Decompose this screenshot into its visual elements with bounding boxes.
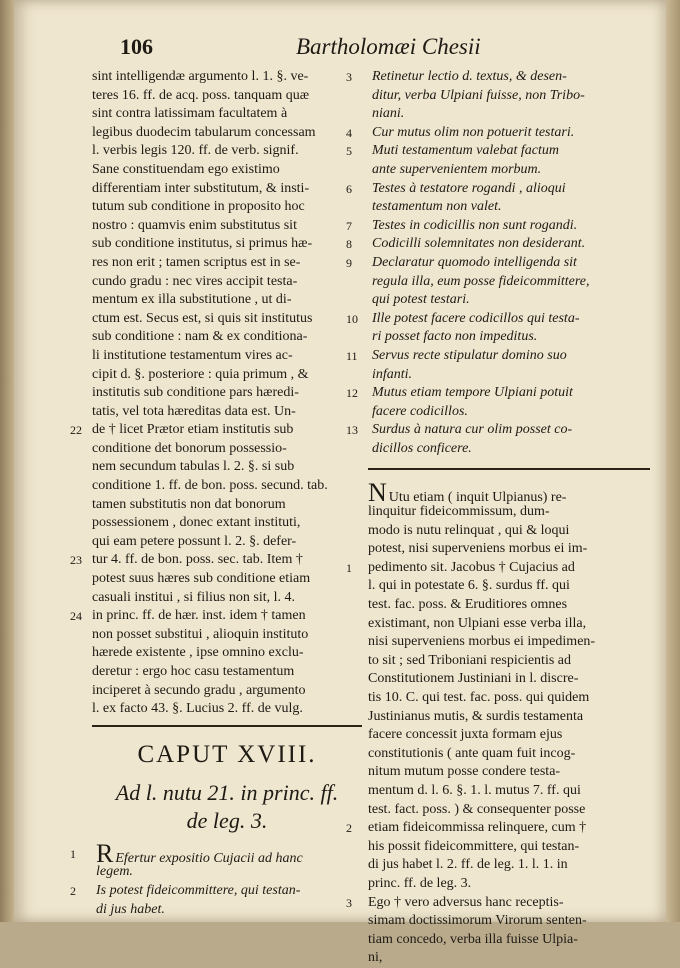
summary-item	[368, 87, 650, 106]
text-line	[92, 403, 362, 422]
text-line	[92, 700, 362, 719]
line-text: Surdus à natura cur olim posset co-	[372, 422, 573, 438]
line-text: Constitutionem Justiniani in l. discre-	[368, 671, 579, 687]
text-line	[92, 626, 362, 645]
line-text: mentum d. l. 6. §. 1. l. mutus 7. ff. qui	[368, 782, 581, 798]
text-line	[92, 589, 362, 608]
line-text: legibus duodecim tabularum concessam	[92, 124, 316, 140]
summary-item	[346, 310, 650, 329]
text-line	[92, 273, 362, 292]
line-text: facere concessit juxta formam ejus	[368, 727, 563, 743]
text-line	[346, 819, 650, 838]
line-text: Ille potest facere codicillos qui testa-	[372, 310, 580, 326]
text-line	[92, 663, 362, 682]
text-line	[70, 421, 362, 440]
text-line	[368, 596, 650, 615]
drop-cap: N	[368, 478, 387, 508]
text-line	[368, 875, 650, 894]
margin-number: 12	[346, 386, 358, 401]
line-text: tamen substitutis non dat bonorum	[92, 496, 286, 512]
line-text: Mutus etiam tempore Ulpiani potuit	[372, 385, 573, 401]
margin-number: 4	[346, 125, 352, 140]
line-text: qui eam petere possunt l. 2. §. defer-	[92, 533, 297, 549]
line-text: ditur, verba Ulpiani fuisse, non Tribo-	[372, 87, 585, 103]
line-text: tis 10. C. qui test. fac. poss. qui quidem	[368, 690, 590, 705]
line-text: Ego † vero adversus hanc receptis-	[368, 894, 564, 910]
line-text: institutis sub conditione pars hæredi-	[92, 385, 299, 401]
line-text: in princ. ff. de hær. inst. idem † tamen	[92, 608, 306, 624]
text-line	[368, 652, 650, 671]
line-text: nem secundum tabulas l. 2. §. si sub	[92, 459, 295, 475]
margin-number: 1	[346, 560, 352, 575]
summary-item	[346, 384, 650, 403]
summary-item	[368, 403, 650, 422]
summary-item	[368, 161, 650, 180]
text-line	[92, 310, 362, 329]
text-line	[368, 856, 650, 875]
text-line	[368, 912, 650, 931]
summary-item	[346, 142, 650, 161]
text-line	[92, 180, 362, 199]
line-text: Efertur expositio Cujacii ad hanc	[115, 850, 303, 866]
line-text: conditione det bonorum possessio-	[92, 440, 287, 456]
line-text: facere codicillos.	[372, 403, 468, 419]
margin-number: 23	[70, 553, 82, 568]
text-line	[92, 328, 362, 347]
line-text: nisi superveniens morbus ei impedimen-	[368, 634, 596, 650]
left-column	[70, 68, 362, 919]
line-text: Testes in codicillis non sunt rogandi.	[372, 217, 578, 233]
left-body-text	[70, 68, 362, 719]
line-text: etiam fideicommissa relinquere, cum †	[368, 820, 587, 836]
text-line	[92, 533, 362, 552]
line-text: Sane constituendam ego existimo	[92, 161, 280, 177]
text-line	[368, 615, 650, 634]
line-text: possessionem , donec extant instituti,	[92, 515, 301, 531]
text-line	[368, 726, 650, 745]
summary-item	[70, 882, 362, 901]
summary-item	[346, 124, 650, 143]
line-text: dicillos conficere.	[372, 440, 472, 456]
summary-item	[346, 421, 650, 440]
line-text: simam doctissimorum Virorum senten-	[368, 913, 587, 929]
margin-number: 2	[70, 883, 76, 898]
line-text: potest, nisi superveniens morbus ei im-	[368, 541, 588, 557]
text-line	[346, 559, 650, 578]
line-text: constitutionis ( ante quam fuit incog-	[368, 745, 576, 761]
line-text: hærede existente , ipse omnino exclu-	[92, 645, 304, 661]
chapter-rule	[92, 725, 362, 727]
line-text: teres 16. ff. de acq. poss. tanquam quæ	[92, 87, 310, 103]
line-text: res non erit ; tamen scriptus est in se-	[92, 254, 301, 270]
margin-number: 13	[346, 423, 358, 438]
margin-number: 24	[70, 609, 82, 624]
line-text: his possit fideicommittere, qui testan-	[368, 838, 580, 854]
line-text: li institutione testamentum vires ac-	[92, 347, 293, 363]
text-line	[92, 514, 362, 533]
summary-item	[346, 254, 650, 273]
text-line	[92, 87, 362, 106]
margin-number: 5	[346, 144, 352, 159]
line-text: sub conditione : nam & ex conditiona-	[92, 329, 308, 345]
text-line	[92, 570, 362, 589]
line-text: Cur mutus olim non potuerit testari.	[372, 124, 575, 140]
line-text: non posset substitui , alioquin instituto	[92, 626, 309, 642]
line-text: pedimento sit. Jacobus † Cujacius ad	[368, 559, 575, 575]
margin-number: 2	[346, 821, 352, 836]
line-text: l. qui in potestate 6. §. surdus ff. qui	[368, 578, 570, 594]
line-text: l. ex facto 43. §. Lucius 2. ff. de vulg.	[92, 701, 303, 717]
line-text: test. fact. poss. ) & consequenter posse	[368, 801, 586, 817]
summary-item	[368, 291, 650, 310]
chapter-subtitle-line-1: Ad l. nutu 21. in princ. ff.	[115, 779, 339, 805]
page-edge	[666, 0, 680, 922]
line-text: nitum mutum posse condere testa-	[368, 764, 561, 780]
text-line	[368, 708, 650, 727]
right-column	[346, 68, 650, 968]
line-text: tur 4. ff. de bon. poss. sec. tab. Item †	[92, 552, 303, 568]
drop-cap: R	[96, 838, 114, 868]
page-number: 106	[120, 34, 153, 59]
line-text: Servus recte stipulatur domino suo	[372, 347, 567, 363]
text-line	[368, 801, 650, 820]
text-line	[346, 894, 650, 913]
summary-item	[346, 68, 650, 87]
chapter-summary	[70, 838, 362, 919]
line-text: nostro : quamvis enim substitutus sit	[92, 217, 297, 233]
margin-number: 7	[346, 218, 352, 233]
text-line	[368, 503, 650, 522]
summary-item	[368, 328, 650, 347]
text-line	[368, 763, 650, 782]
text-line	[368, 540, 650, 559]
text-line	[92, 477, 362, 496]
line-text: qui potest testari.	[372, 292, 470, 308]
line-text: ni,	[368, 950, 383, 966]
text-line	[368, 577, 650, 596]
text-line	[92, 384, 362, 403]
binding-shadow	[0, 0, 14, 922]
chapter-subtitle-line-2: de leg. 3.	[186, 807, 268, 833]
margin-number: 22	[70, 423, 82, 438]
margin-number: 8	[346, 237, 352, 252]
line-text: Testes à testatore rogandi , alioqui	[372, 180, 566, 196]
line-text: tatis, vel tota hæreditas data est. Un-	[92, 403, 296, 419]
line-text: infanti.	[372, 366, 413, 382]
line-text: sint intelligendæ argumento l. 1. §. ve-	[92, 69, 309, 84]
summary-item	[368, 366, 650, 385]
line-text: existimant, non Ulpiani esse verba illa,	[368, 615, 587, 631]
text-line	[368, 931, 650, 950]
text-line	[368, 670, 650, 689]
margin-number: 9	[346, 255, 352, 270]
line-text: Codicilli solemnitates non desiderant.	[372, 236, 586, 252]
line-text: conditione 1. ff. de bon. poss. secund. tab.	[92, 478, 328, 494]
section-rule	[368, 468, 650, 470]
line-text: casuali institui , si filius non sit, l. 4.	[92, 589, 295, 605]
line-text: de † licet Prætor etiam institutis sub	[92, 422, 294, 438]
line-text: princ. ff. de leg. 3.	[368, 875, 472, 891]
line-text: differentiam inter substitutum, & insti-	[92, 180, 310, 196]
line-text: sub conditione institutus, si primus hæ-	[92, 236, 313, 252]
text-line	[368, 522, 650, 541]
line-text: deretur : ergo hoc casu testamentum	[92, 664, 295, 679]
line-text: potest suus hæres sub conditione etiam	[92, 571, 311, 587]
margin-number: 6	[346, 181, 352, 196]
summary-item	[92, 863, 362, 882]
summary-item	[368, 440, 650, 459]
line-text: Retinetur lectio d. textus, & desen-	[372, 69, 567, 84]
text-line	[92, 347, 362, 366]
text-line	[368, 633, 650, 652]
line-text: modo is nutu relinquat , qui & loqui	[368, 522, 570, 538]
text-line	[70, 607, 362, 626]
line-text: cundo gradu : nec vires accipit testa-	[92, 273, 298, 289]
margin-number: 3	[346, 70, 352, 84]
text-line	[70, 551, 362, 570]
text-line	[368, 478, 650, 508]
text-line	[92, 254, 362, 273]
summary-item	[346, 217, 650, 236]
text-line	[92, 198, 362, 217]
text-line	[92, 124, 362, 143]
text-line	[92, 142, 362, 161]
text-line	[92, 291, 362, 310]
summary-item	[92, 901, 362, 920]
chapter-title: CAPUT XVIII.	[137, 740, 317, 768]
running-head: Bartholomæi Chesii	[296, 34, 481, 59]
text-line	[92, 366, 362, 385]
margin-number: 3	[346, 895, 352, 910]
line-text: Muti testamentum valebat factum	[372, 143, 560, 159]
line-text: sint contra latissimam facultatem à	[92, 106, 288, 122]
line-text: linquitur fideicommissum, dum-	[368, 504, 550, 520]
margin-number: 1	[70, 846, 76, 861]
summary-item	[346, 347, 650, 366]
text-line	[92, 68, 362, 87]
line-text: l. verbis legis 120. ff. de verb. signif.	[92, 143, 299, 159]
line-text: test. fac. poss. & Eruditiores omnes	[368, 597, 568, 613]
text-line	[92, 496, 362, 515]
line-text: legem.	[96, 864, 133, 880]
margin-number: 11	[346, 348, 358, 363]
line-text: Is potest fideicommittere, qui testan-	[96, 882, 301, 898]
right-body-text	[346, 478, 650, 967]
line-text: ante supervenientem morbum.	[372, 161, 542, 177]
summary-item	[368, 198, 650, 217]
line-text: Utu etiam ( inquit Ulpianus) re-	[388, 490, 567, 506]
text-line	[92, 217, 362, 236]
line-text: niani.	[372, 106, 405, 122]
line-text: inciperet à secundo gradu , argumento	[92, 682, 306, 698]
text-line	[92, 458, 362, 477]
margin-number: 10	[346, 311, 358, 326]
line-text: mentum ex illa substitutione , ut di-	[92, 292, 292, 308]
line-text: regula illa, eum posse fideicommittere,	[372, 273, 590, 289]
line-text: ri posset facto non impeditus.	[372, 329, 538, 345]
summary-list	[346, 68, 650, 458]
text-line	[368, 949, 650, 968]
summary-item	[346, 180, 650, 199]
text-line	[92, 644, 362, 663]
text-line	[368, 782, 650, 801]
text-line	[92, 682, 362, 701]
page-header	[110, 30, 490, 70]
text-line	[92, 161, 362, 180]
line-text: cipit d. §. posteriore : quia primum , &	[92, 366, 309, 382]
line-text: di jus habet l. 2. ff. de leg. 1. l. 1. in	[368, 857, 568, 873]
line-text: to sit ; sed Triboniani respicientis ad	[368, 652, 571, 668]
summary-item	[368, 105, 650, 124]
text-line	[92, 235, 362, 254]
line-text: tiam concedo, verba illa fuisse Ulpia-	[368, 931, 578, 947]
summary-item	[346, 235, 650, 254]
line-text: Declaratur quomodo intelligenda sit	[372, 254, 577, 270]
text-line	[368, 838, 650, 857]
line-text: Justinianus mutis, & surdis testamenta	[368, 708, 584, 724]
text-line	[92, 105, 362, 124]
summary-item	[368, 273, 650, 292]
text-line	[368, 689, 650, 708]
line-text: tutum sub conditione in proposito hoc	[92, 199, 305, 215]
summary-item	[70, 838, 362, 868]
text-line	[92, 440, 362, 459]
text-line	[368, 745, 650, 764]
line-text: di jus habet.	[96, 901, 165, 917]
line-text: testamentum non valet.	[372, 199, 502, 215]
line-text: ctum est. Secus est, si quis sit institutus	[92, 310, 313, 326]
